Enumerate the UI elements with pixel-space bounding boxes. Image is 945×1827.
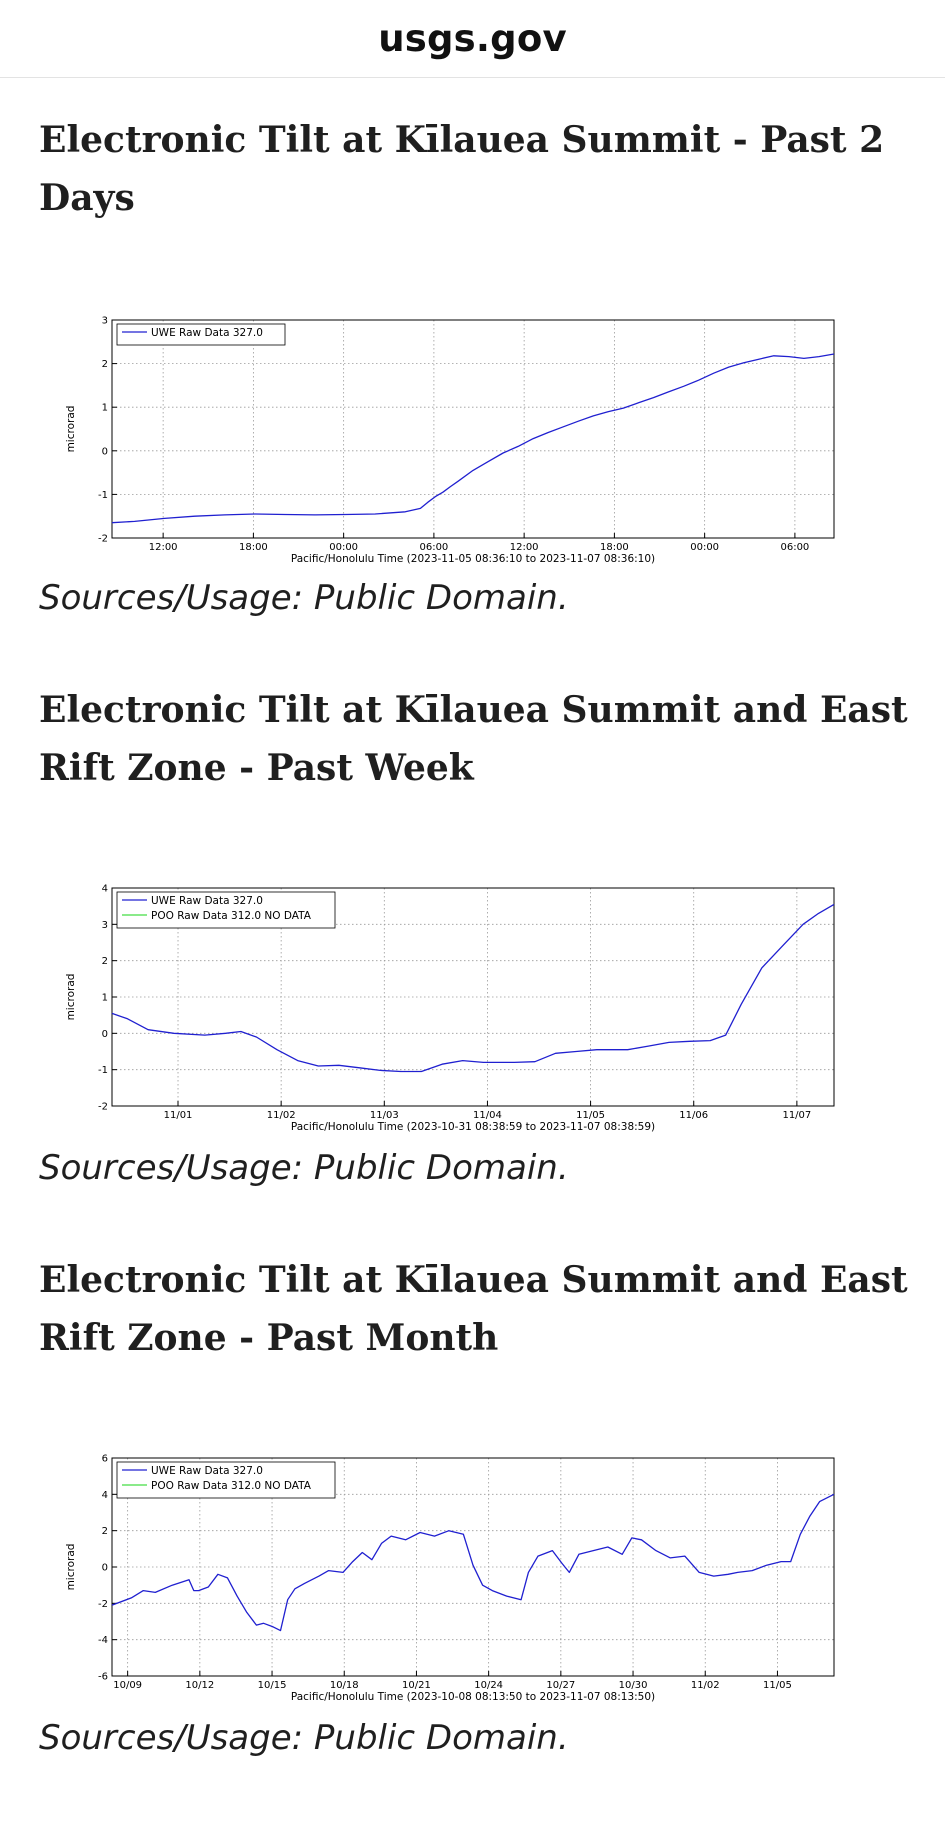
x-axis-label: Pacific/Honolulu Time (2023-11-05 08:36:10 to 2023-11-07 08:36:10)	[290, 553, 656, 565]
y-tick-label: 2	[101, 359, 108, 371]
y-tick-label: 4	[101, 1489, 108, 1501]
tilt-section-2-days	[0, 78, 945, 648]
x-tick-label: 11/02	[690, 1680, 720, 1691]
x-axis-label: Pacific/Honolulu Time (2023-10-08 08:13:50 to 2023-11-07 08:13:50)	[290, 1691, 656, 1703]
y-tick-label: -1	[98, 489, 108, 501]
tilt-section-past-week	[0, 648, 945, 1218]
x-tick-label: 11/02	[266, 1110, 296, 1121]
y-tick-label: 3	[101, 315, 108, 327]
usage-caption: Sources/Usage: Public Domain.	[39, 1148, 569, 1188]
x-tick-label: 10/30	[618, 1680, 648, 1691]
y-tick-label: 2	[101, 1526, 108, 1538]
y-tick-label: 2	[101, 956, 108, 968]
usage-caption: Sources/Usage: Public Domain.	[39, 578, 569, 618]
x-tick-label: 12:00	[148, 542, 178, 553]
x-tick-label: 10/21	[402, 1680, 431, 1691]
y-tick-label: -2	[98, 1598, 108, 1610]
y-tick-label: 3	[101, 919, 108, 931]
x-tick-label: 00:00	[329, 542, 359, 553]
section-title: Electronic Tilt at Kīlauea Summit and East Rift Zone - Past Week	[39, 689, 908, 789]
x-tick-label: 11/07	[782, 1110, 812, 1121]
address-bar[interactable]	[0, 0, 945, 78]
section-title: Electronic Tilt at Kīlauea Summit - Past 2 Days	[39, 119, 885, 219]
series-line	[112, 904, 834, 1071]
x-tick-label: 11/01	[163, 1110, 193, 1121]
y-tick-label: 0	[101, 1028, 108, 1040]
tilt-chart-past-month	[60, 1430, 850, 1703]
y-tick-label: -2	[98, 1101, 108, 1113]
x-tick-label: 18:00	[238, 542, 268, 553]
legend-entry: POO Raw Data 312.0 NO DATA	[151, 1480, 311, 1492]
x-tick-label: 11/03	[369, 1110, 399, 1121]
x-tick-label: 11/06	[679, 1110, 709, 1121]
legend-entry: UWE Raw Data 327.0	[151, 895, 263, 907]
tilt-section-past-month	[0, 1218, 945, 1818]
y-tick-label: -2	[98, 533, 108, 545]
legend-entry: UWE Raw Data 327.0	[151, 327, 263, 339]
x-tick-label: 06:00	[419, 542, 449, 553]
y-axis-label: microrad	[65, 405, 77, 453]
y-axis-label: microrad	[65, 973, 77, 1021]
tilt-chart-past-week	[60, 860, 850, 1133]
y-tick-label: -4	[98, 1635, 108, 1647]
x-tick-label: 10/27	[546, 1680, 576, 1691]
x-tick-label: 11/05	[576, 1110, 605, 1121]
y-axis-label: microrad	[65, 1543, 77, 1591]
x-tick-label: 10/12	[185, 1680, 215, 1691]
x-tick-label: 10/09	[113, 1680, 143, 1691]
tilt-chart-2-days	[60, 292, 850, 565]
y-tick-label: 1	[101, 992, 108, 1004]
plot-frame	[112, 320, 834, 538]
x-tick-label: 10/18	[329, 1680, 359, 1691]
x-axis-label: Pacific/Honolulu Time (2023-10-31 08:38:59 to 2023-11-07 08:38:59)	[290, 1121, 656, 1133]
y-tick-label: -1	[98, 1065, 108, 1077]
y-tick-label: 6	[101, 1453, 108, 1465]
site-domain: usgs.gov	[378, 17, 567, 60]
x-tick-label: 06:00	[780, 542, 810, 553]
y-tick-label: 0	[101, 446, 108, 458]
usage-caption: Sources/Usage: Public Domain.	[39, 1718, 569, 1758]
y-tick-label: 0	[101, 1562, 108, 1574]
y-tick-label: 1	[101, 402, 108, 414]
section-title: Electronic Tilt at Kīlauea Summit and East Rift Zone - Past Month	[39, 1259, 908, 1359]
series-line	[112, 1494, 834, 1630]
x-tick-label: 12:00	[509, 542, 539, 553]
legend-entry: UWE Raw Data 327.0	[151, 1465, 263, 1477]
series-line	[112, 354, 834, 523]
x-tick-label: 18:00	[599, 542, 629, 553]
x-tick-label: 00:00	[690, 542, 720, 553]
x-tick-label: 11/04	[473, 1110, 502, 1121]
x-tick-label: 11/05	[763, 1680, 792, 1691]
y-tick-label: -6	[98, 1671, 108, 1683]
legend-entry: POO Raw Data 312.0 NO DATA	[151, 910, 311, 922]
x-tick-label: 10/24	[474, 1680, 504, 1691]
x-tick-label: 10/15	[257, 1680, 287, 1691]
y-tick-label: 4	[101, 883, 108, 895]
